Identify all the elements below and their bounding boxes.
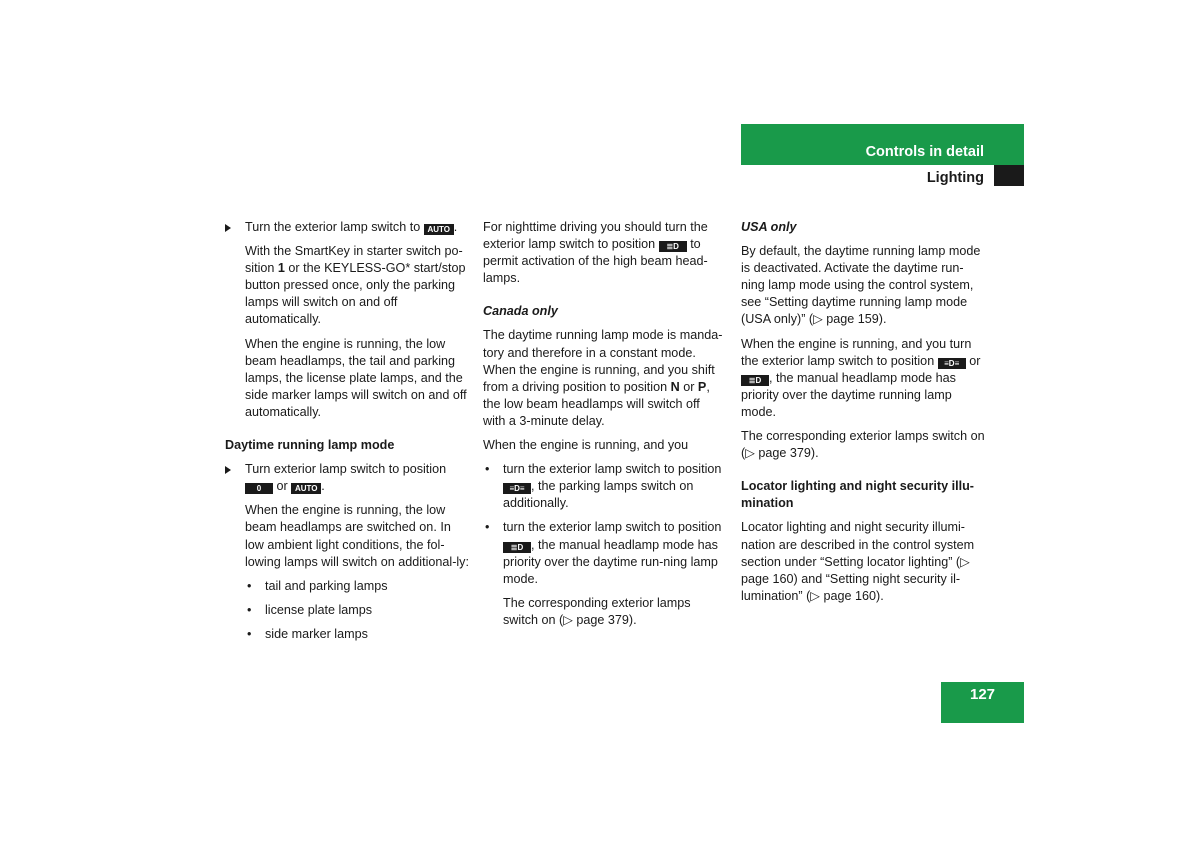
subsection-title: Lighting bbox=[926, 170, 984, 186]
low-beam-icon: ≣D bbox=[659, 241, 687, 252]
paragraph bbox=[483, 219, 723, 287]
low-beam-icon: ≣D bbox=[741, 375, 769, 386]
header-section-bar bbox=[741, 124, 1024, 165]
list-item-text: turn the exterior lamp switch to position bbox=[503, 462, 722, 477]
section-heading: Locator lighting and night security illu-mination bbox=[741, 479, 974, 511]
step-arrow-icon bbox=[225, 466, 231, 474]
paragraph-text: , the low beam headlamps will switch off with a 3-minute delay. bbox=[483, 379, 710, 428]
step-text-end: . bbox=[453, 220, 458, 234]
page-number-box bbox=[941, 682, 1024, 723]
paragraph-text: , the manual headlamp mode has priority over the daytime running lamp mode. bbox=[741, 370, 956, 419]
paragraph: By default, the daytime running lamp mode is deactivated. Activate the daytime run-ning lamp mode using the control system, see “Setting daytime running lamp mode (USA only)” (▷ page 159). bbox=[741, 244, 981, 327]
auto-switch-icon: AUTO bbox=[291, 483, 321, 494]
list-item bbox=[225, 626, 470, 643]
paragraph bbox=[483, 327, 723, 430]
list-item bbox=[225, 602, 470, 619]
list-item-text: turn the exterior lamp switch to position bbox=[503, 520, 722, 535]
paragraph: The corresponding exterior lamps switch on (▷ page 379). bbox=[741, 429, 985, 461]
column-3 bbox=[741, 219, 986, 612]
paragraph-text: or the KEYLESS-GO* start/stop button pressed once, only the parking lamps will switch on and off automatically. bbox=[245, 261, 466, 327]
step-text-end: . bbox=[321, 479, 325, 494]
paragraph: When the engine is running, and you bbox=[483, 438, 689, 453]
step-arrow-icon bbox=[225, 224, 231, 232]
instruction-step bbox=[225, 461, 470, 495]
parking-lamp-icon: ≡D≡ bbox=[938, 358, 966, 369]
column-1 bbox=[225, 219, 470, 650]
parking-lamp-icon: ≡D≡ bbox=[503, 483, 531, 494]
bullet-icon: • bbox=[247, 602, 252, 617]
paragraph-text: or bbox=[969, 353, 981, 368]
list-item-text: , the parking lamps switch on additionally. bbox=[503, 479, 694, 511]
low-beam-icon: ≣D bbox=[503, 542, 531, 553]
paragraph: When the engine is running, the low beam headlamps are switched on. In low ambient light conditions, the fol-lowing lamps will switch on additional-ly: bbox=[245, 503, 469, 569]
paragraph-text: or bbox=[683, 379, 695, 394]
paragraph: Locator lighting and night security illumi-nation are described in the control system section under “Setting locator lighting” (▷ page 160) and “Setting night security il-lumination” (▷ page 160). bbox=[741, 520, 975, 603]
paragraph-text: With the SmartKey in starter switch po-sition bbox=[245, 244, 463, 276]
list-item bbox=[483, 461, 723, 512]
list-item-text: tail and parking lamps bbox=[265, 578, 388, 593]
bold-position: N bbox=[670, 379, 680, 394]
section-heading: Daytime running lamp mode bbox=[225, 438, 395, 453]
auto-switch-icon: AUTO bbox=[424, 224, 454, 235]
paragraph-text: For nighttime driving you should turn the exterior lamp switch to position bbox=[483, 220, 708, 252]
list-item bbox=[483, 519, 723, 587]
section-heading: Canada only bbox=[483, 304, 558, 319]
paragraph bbox=[225, 243, 470, 328]
bold-position: 1 bbox=[277, 261, 285, 276]
subsection-marker bbox=[994, 165, 1024, 186]
list-item-text: side marker lamps bbox=[265, 626, 368, 641]
step-text: or bbox=[276, 479, 288, 494]
bold-position: P bbox=[697, 379, 707, 394]
list-item-text: license plate lamps bbox=[265, 602, 373, 617]
bullet-icon: • bbox=[247, 626, 252, 641]
bullet-icon: • bbox=[485, 462, 490, 477]
paragraph-text: to permit activation of the high beam head-lamps. bbox=[483, 237, 708, 286]
section-title: Controls in detail bbox=[865, 144, 984, 160]
list-item-text: , the manual headlamp mode has priority over the daytime run-ning lamp mode. bbox=[503, 537, 718, 586]
step-text: Turn exterior lamp switch to position bbox=[245, 462, 447, 477]
instruction-step bbox=[225, 219, 470, 236]
paragraph: The corresponding exterior lamps switch on (▷ page 379). bbox=[503, 595, 691, 627]
column-2 bbox=[483, 219, 723, 636]
bullet-icon: • bbox=[485, 520, 490, 535]
page-number: 127 bbox=[969, 686, 996, 703]
bullet-icon: • bbox=[247, 578, 252, 593]
section-heading: USA only bbox=[741, 220, 797, 234]
step-text: Turn the exterior lamp switch to bbox=[245, 220, 421, 234]
paragraph-text: The daytime running lamp mode is manda-tory and therefore in a constant mode. When the engine is running, and you shift from a driving position to position bbox=[483, 328, 723, 394]
paragraph: When the engine is running, the low beam headlamps, the tail and parking lamps, the license plate lamps, and the side marker lamps will switch on and off automatically. bbox=[245, 336, 467, 419]
list-item bbox=[225, 578, 470, 595]
zero-switch-icon: 0 bbox=[245, 483, 273, 494]
paragraph-text: When the engine is running, and you turn the exterior lamp switch to position bbox=[741, 336, 972, 368]
paragraph bbox=[741, 336, 986, 421]
